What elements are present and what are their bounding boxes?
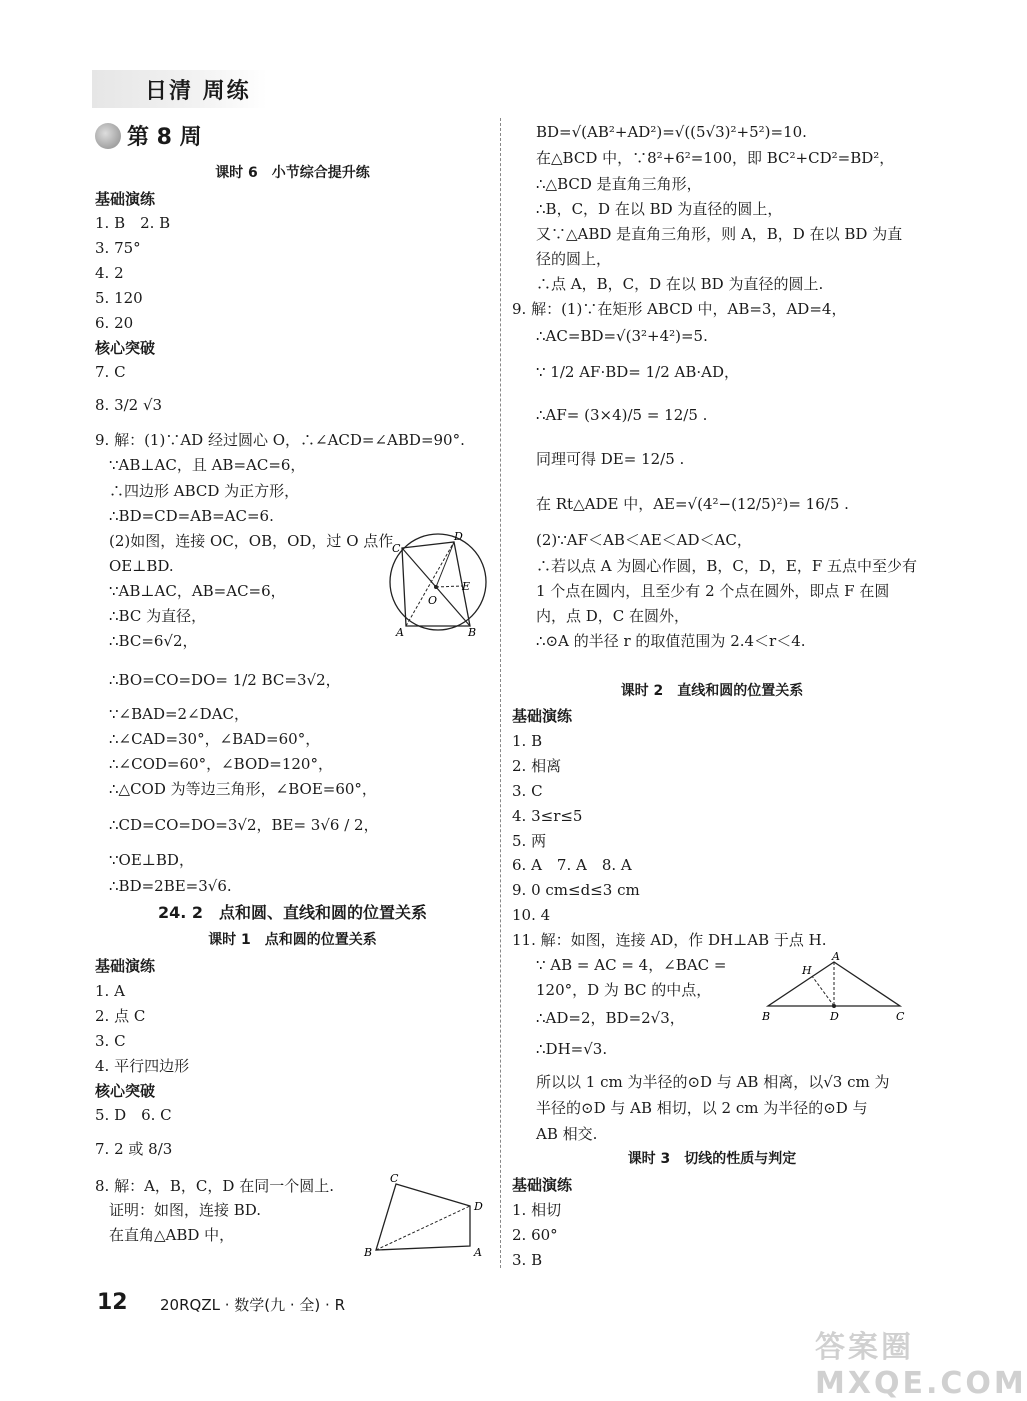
left-line: ∴CD=CO=DO=3√2，BE= 3√6 / 2， <box>109 816 379 834</box>
left-line: ∴BC 为直径， <box>109 607 207 625</box>
left-line: 5. D 6. C <box>95 1106 172 1124</box>
right-line: 2. 相离 <box>512 757 562 775</box>
right-line: ∴DH=√3. <box>536 1040 608 1058</box>
left-line: ∴∠CAD=30°，∠BAD=60°， <box>109 730 321 748</box>
right-line: 3. B <box>512 1251 543 1269</box>
left-line: 24. 2 点和圆、直线和圆的位置关系 <box>157 903 428 922</box>
right-line: 同理可得 DE= 12/5 . <box>536 450 685 468</box>
right-line: 基础演练 <box>512 707 573 725</box>
line-bd <box>376 1206 470 1250</box>
right-line: 在 Rt△ADE 中，AE=√(4²−(12/5)²)= 16/5 . <box>536 495 849 513</box>
right-line: 9. 解：(1)∵在矩形 ABCD 中，AB=3，AD=4， <box>512 300 847 318</box>
right-line: 基础演练 <box>512 1176 573 1194</box>
line-od <box>436 542 454 587</box>
page-number: 12 <box>97 1290 128 1315</box>
right-line: 在△BCD 中，∵8²+6²=100，即 BC²+CD²=BD²， <box>536 149 895 167</box>
left-line: 6. 20 <box>95 314 134 332</box>
triangle-figure <box>760 952 910 1024</box>
right-line: 11. 解：如图，连接 AD，作 DH⊥AB 于点 H. <box>512 931 827 949</box>
right-line: ∵ 1/2 AF·BD= 1/2 AB·AD， <box>536 363 740 381</box>
watermark: 答案圈 MXQE.COM <box>815 1330 1027 1401</box>
left-line: ∴四边形 ABCD 为正方形， <box>109 482 300 500</box>
week-heading <box>95 120 202 151</box>
label-c: C <box>896 1010 905 1023</box>
left-line: 在直角△ABD 中， <box>109 1226 235 1244</box>
label-c: C <box>390 1172 399 1185</box>
left-line: ∴BD=CD=AB=AC=6. <box>109 507 274 525</box>
label-b: B <box>468 626 477 639</box>
quad-figure <box>360 1170 490 1260</box>
right-line: 4. 3≤r≤5 <box>512 807 583 825</box>
week-title: 第 8 周 <box>127 125 202 150</box>
left-line: 9. 解：(1)∵AD 经过圆心 O，∴∠ACD=∠ABD=90°. <box>95 431 465 449</box>
circle-figure <box>386 530 490 638</box>
right-line: 内，点 D，C 在圆外， <box>536 607 690 625</box>
center-point <box>434 585 438 589</box>
left-line: 7. C <box>95 363 126 381</box>
label-d: D <box>474 1200 483 1213</box>
right-line: ∴点 A，B，C，D 在以 BD 为直径的圆上. <box>536 275 824 293</box>
left-line: ∴BD=2BE=3√6. <box>109 877 232 895</box>
left-line: 核心突破 <box>95 1082 156 1100</box>
left-line: ∴BO=CO=DO= 1/2 BC=3√2， <box>109 671 341 689</box>
label-a: A <box>474 1246 482 1259</box>
left-line: 核心突破 <box>95 339 156 357</box>
left-line: 1. B 2. B <box>95 214 171 232</box>
right-line: ∴若以点 A 为圆心作圆，B，C，D，E，F 五点中至少有 <box>536 557 918 575</box>
left-line: OE⊥BD. <box>109 557 174 575</box>
label-a: A <box>832 950 840 963</box>
right-line: 3. C <box>512 782 543 800</box>
label-d: D <box>454 530 463 543</box>
book-code: 20RQZL · 数学(九 · 全) · R <box>160 1296 345 1314</box>
line-oe <box>436 586 462 587</box>
left-line: 3. C <box>95 1032 126 1050</box>
left-line: 7. 2 或 8/3 <box>95 1140 173 1158</box>
right-line: 1. B <box>512 732 543 750</box>
label-b: B <box>762 1010 771 1023</box>
left-line: 5. 120 <box>95 289 143 307</box>
right-line: 半径的⊙D 与 AB 相切，以 2 cm 为半径的⊙D 与 <box>536 1099 868 1117</box>
left-line: ∵AB⊥AC，AB=AC=6， <box>109 582 286 600</box>
left-line: ∴△COD 为等边三角形，∠BOE=60°， <box>109 780 377 798</box>
line-ad <box>406 542 454 626</box>
quad-outline <box>376 1184 470 1250</box>
label-a: A <box>396 626 404 639</box>
label-c: C <box>392 542 401 555</box>
left-line: ∵OE⊥BD， <box>109 851 194 869</box>
right-line: 课时 3 切线的性质与判定 <box>627 1151 797 1167</box>
midpoint-d <box>832 1004 836 1008</box>
left-line: 2. 点 C <box>95 1007 146 1025</box>
left-line: 4. 2 <box>95 264 124 282</box>
left-line: (2)如图，连接 OC，OB，OD，过 O 点作 <box>109 532 394 550</box>
left-line: ∵∠BAD=2∠DAC， <box>109 705 250 723</box>
header-title: 日清 周练 <box>145 79 251 104</box>
label-o: O <box>428 594 438 607</box>
right-line: 5. 两 <box>512 832 547 850</box>
right-line: AB 相交. <box>536 1125 598 1143</box>
left-line: 基础演练 <box>95 957 156 975</box>
week-badge-icon <box>95 123 121 149</box>
right-line: 所以以 1 cm 为半径的⊙D 与 AB 相离，以√3 cm 为 <box>536 1073 890 1091</box>
right-line: 径的圆上， <box>536 250 612 268</box>
right-line: 9. 0 cm≤d≤3 cm <box>512 881 640 899</box>
right-line: ∵ AB = AC = 4，∠BAC = <box>536 956 727 974</box>
label-h: H <box>802 964 812 977</box>
left-line: 课时 6 小节综合提升练 <box>215 165 370 181</box>
right-line: ∴B，C，D 在以 BD 为直径的圆上， <box>536 200 783 218</box>
left-line: ∵AB⊥AC，且 AB=AC=6， <box>109 456 306 474</box>
right-line: 120°，D 为 BC 的中点， <box>536 981 712 999</box>
label-b: B <box>364 1246 373 1259</box>
line-dh <box>812 976 834 1006</box>
right-line: ∴AF= (3×4)/5 = 12/5 . <box>536 406 708 424</box>
right-line: 10. 4 <box>512 906 551 924</box>
label-e: E <box>462 580 471 593</box>
right-line: 1 个点在圆内，且至少有 2 个点在圆外，即点 F 在圆 <box>536 582 890 600</box>
label-d: D <box>830 1010 839 1023</box>
right-line: (2)∵AF＜AB＜AE＜AD＜AC， <box>536 531 752 549</box>
right-line: ∴△BCD 是直角三角形， <box>536 175 702 193</box>
left-line: 课时 1 点和圆的位置关系 <box>208 932 377 948</box>
right-line: ∴AD=2，BD=2√3， <box>536 1009 685 1027</box>
right-line: ∴AC=BD=√(3²+4²)=5. <box>536 327 708 345</box>
left-line: 1. A <box>95 982 125 1000</box>
right-line: 又∵△ABD 是直角三角形，则 A，B，D 在以 BD 为直 <box>536 225 903 243</box>
right-line: 课时 2 直线和圆的位置关系 <box>620 683 804 699</box>
right-line: BD=√(AB²+AD²)=√((5√3)²+5²)=10. <box>536 123 807 141</box>
column-divider <box>500 118 501 1268</box>
left-line: ∴BC=6√2， <box>109 632 198 650</box>
left-line: 4. 平行四边形 <box>95 1057 190 1075</box>
right-line: 1. 相切 <box>512 1201 562 1219</box>
left-line: 3. 75° <box>95 239 141 257</box>
right-line: 6. A 7. A 8. A <box>512 856 632 874</box>
left-line: 基础演练 <box>95 190 156 208</box>
left-line: 8. 解：A，B，C，D 在同一个圆上. <box>95 1177 334 1195</box>
left-line: ∴∠COD=60°，∠BOD=120°， <box>109 755 333 773</box>
right-line: 2. 60° <box>512 1226 558 1244</box>
right-line: ∴⊙A 的半径 r 的取值范围为 2.4＜r＜4. <box>536 632 806 650</box>
left-line: 8. 3/2 √3 <box>95 396 163 414</box>
left-line: 证明：如图，连接 BD. <box>109 1201 262 1219</box>
